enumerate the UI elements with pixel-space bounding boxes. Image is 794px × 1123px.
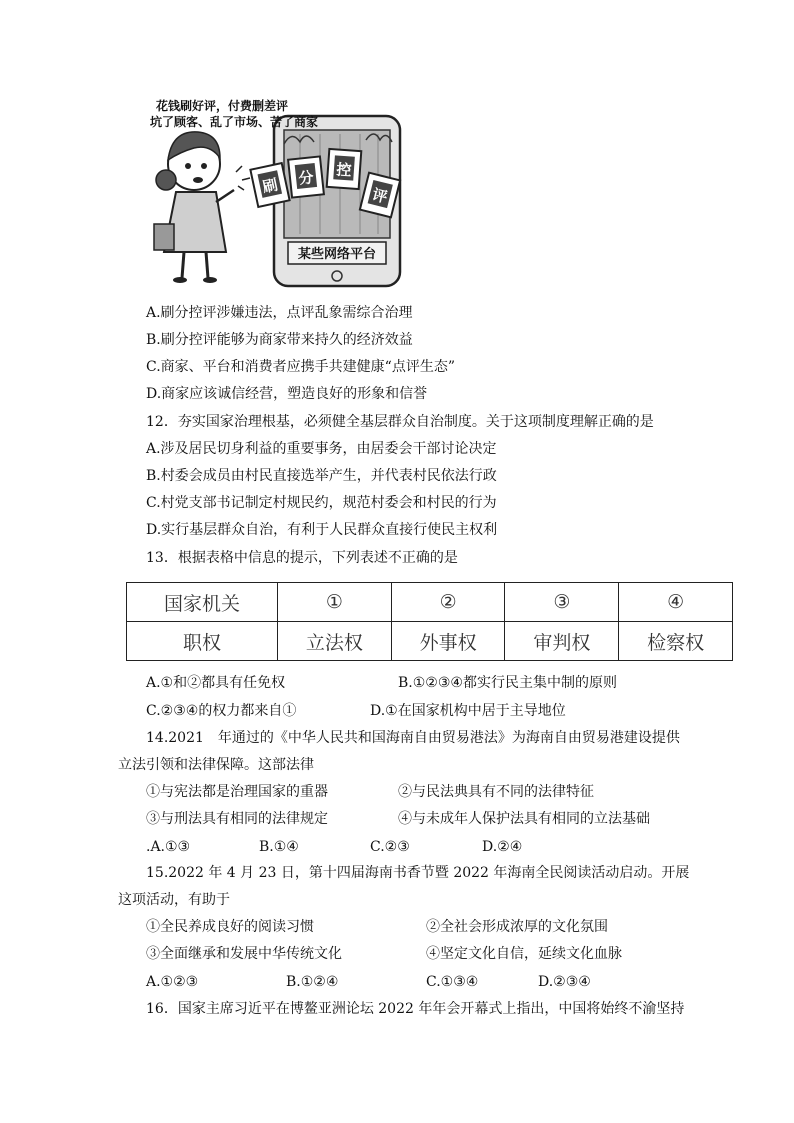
table-cell: 立法权: [278, 622, 392, 661]
q15-stem-line1: 15.2022 年 4 月 23 日，第十四届海南书香节暨 2022 年海南全民阅读活动启动。开展: [146, 865, 690, 881]
q11-option-a: A.刷分控评涉嫌违法，点评乱象需综合治理: [146, 305, 413, 321]
q16-stem: 16．国家主席习近平在博鳌亚洲论坛 2022 年年会开幕式上指出，中国将始终不渝坚持: [146, 1001, 685, 1017]
q15-choice-b: B.①②④: [286, 974, 339, 990]
card-kong: [327, 149, 362, 189]
q11-option-d: D.商家应该诚信经营，塑造良好的形象和信誉: [146, 386, 428, 402]
q13-option-c: C.②③④的权力都来自①: [146, 703, 297, 719]
table-cell: 外事权: [391, 622, 505, 661]
table-row: [127, 583, 733, 622]
q11-option-b: B.刷分控评能够为商家带来持久的经济效益: [146, 332, 413, 348]
table-cell: ③: [505, 583, 619, 622]
cartoon-caption-line2: 坑了顾客、乱了市场、苦了商家: [150, 115, 319, 129]
card-fen: [288, 156, 324, 197]
q13-stem: 13．根据表格中信息的提示，下列表述不正确的是: [146, 550, 458, 566]
q14-item-4: ④与未成年人保护法具有相同的立法基础: [398, 811, 650, 827]
table-cell: ①: [278, 583, 392, 622]
table-cell: 检察权: [619, 622, 733, 661]
q15-item-4: ④坚定文化自信，延续文化血脉: [426, 946, 622, 962]
table-cell: 审判权: [505, 622, 619, 661]
table-cell: ②: [391, 583, 505, 622]
q13-option-b: B.①②③④都实行民主集中制的原则: [398, 675, 617, 691]
platform-label: 某些网络平台: [297, 247, 377, 262]
q14-choice-d: D.②④: [482, 839, 523, 855]
q15-item-2: ②全社会形成浓厚的文化氛围: [426, 919, 608, 935]
q15-stem-line2: 这项活动，有助于: [118, 892, 230, 908]
svg-text:分: 分: [297, 168, 315, 188]
q15-choice-a: A.①②③: [146, 974, 199, 990]
table-row: [127, 622, 733, 661]
q14-item-1: ①与宪法都是治理国家的重器: [146, 784, 328, 800]
q13-option-a: A.①和②都具有任免权: [146, 675, 286, 691]
q14-stem-line2: 立法引领和法律保障。这部法律: [118, 757, 314, 773]
q12-option-b: B.村委会成员由村民直接选举产生，并代表村民依法行政: [146, 468, 497, 484]
svg-text:评: 评: [370, 185, 390, 207]
q14-item-3: ③与刑法具有相同的法律规定: [146, 811, 328, 827]
svg-text:控: 控: [335, 160, 353, 180]
q14-stem-line1: 14.2021 年通过的《中华人民共和国海南自由贸易港法》为海南自由贸易港建设提供: [146, 730, 680, 746]
q13-option-d: D.①在国家机构中居于主导地位: [370, 703, 566, 719]
q11-option-c: C.商家、平台和消费者应携手共建健康“点评生态”: [146, 359, 455, 375]
svg-text:刷: 刷: [260, 175, 280, 197]
cartoon-caption-line1: 花钱刷好评，付费删差评: [156, 99, 289, 113]
cartoon-illustration: [150, 94, 420, 290]
q12-option-d: D.实行基层群众自治，有利于人民群众直接行使民主权利: [146, 522, 498, 538]
q14-choice-b: B.①④: [259, 839, 299, 855]
q12-stem: 12．夯实国家治理根基，必须健全基层群众自治制度。关于这项制度理解正确的是: [146, 414, 654, 430]
table-cell: 职权: [127, 622, 278, 661]
q14-choice-a: .A.①③: [146, 839, 191, 855]
q15-item-1: ①全民养成良好的阅读习惯: [146, 919, 314, 935]
card-shua: [250, 163, 289, 207]
q14-choice-c: C.②③: [370, 839, 410, 855]
table-cell: ④: [619, 583, 733, 622]
q13-table: [126, 582, 733, 661]
q15-item-3: ③全面继承和发展中华传统文化: [146, 946, 342, 962]
q12-option-c: C.村党支部书记制定村规民约，规范村委会和村民的行为: [146, 495, 497, 511]
q15-choice-c: C.①③④: [426, 974, 479, 990]
table-cell: 国家机关: [127, 583, 278, 622]
q15-choice-d: D.②③④: [538, 974, 591, 990]
q14-item-2: ②与民法典具有不同的法律特征: [398, 784, 594, 800]
q12-option-a: A.涉及居民切身利益的重要事务，由居委会干部讨论决定: [146, 441, 497, 457]
